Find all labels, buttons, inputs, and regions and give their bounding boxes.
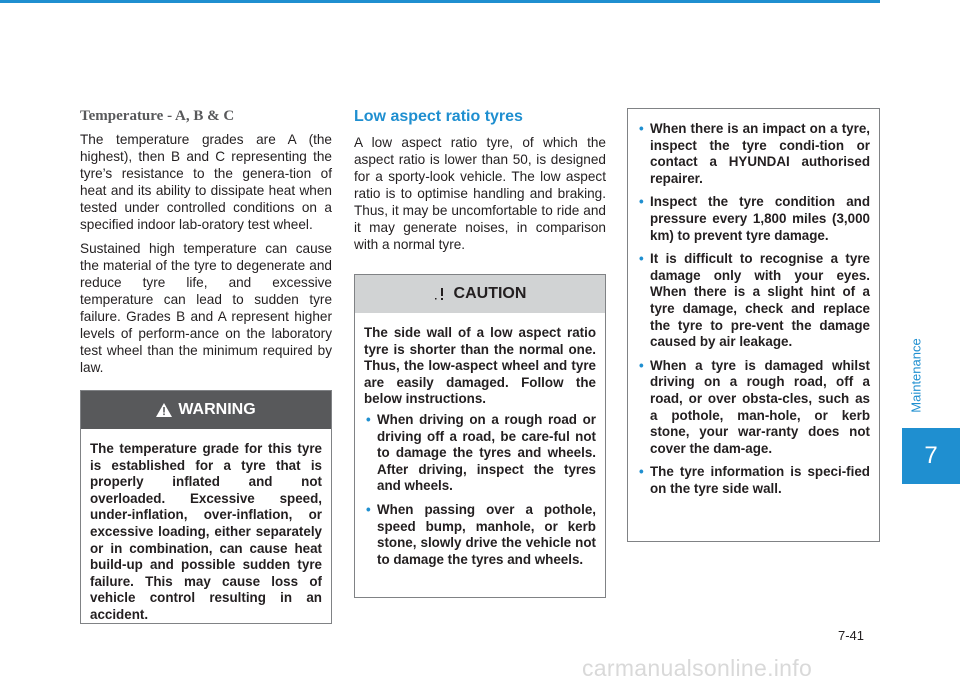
section-name: Maintenance <box>909 337 925 413</box>
left-column <box>80 108 332 383</box>
bullet-icon: • <box>639 121 644 136</box>
paragraph: Sustained high temperature can cause the material of the tyre to degenerate and reduce tyre life, and excessive temperature can lead to sudden tyre failure. Grades B and A represent higher levels of perform-ance on the laboratory test wheel than the minimum required by law. <box>80 241 332 375</box>
header-rule <box>0 0 880 3</box>
warning-text: The temperature grade for this tyre is established for a tyre that is properly inflated and not overloaded. Excessive speed, under-inflation, over-inflation, or excessive loading, either separately or in combination, can cause heat build-up and possible sudden tyre failure. This may cause loss of vehicle control resulting in an accident. <box>90 441 322 622</box>
list-item: • Inspect the tyre condition and pressure every 1,800 miles (3,000 km) to prevent tyre damage. <box>639 194 870 243</box>
bullet-icon: • <box>366 501 371 517</box>
warning-triangle-icon <box>156 403 172 417</box>
warning-label: WARNING <box>178 401 256 418</box>
paragraph: The temperature grades are A (the highest), then B and C representing the tyre’s resistance to the genera-tion of heat and its ability to dissipate heat when tested under controlled conditions on a specified indoor lab-oratory test wheel. <box>80 132 332 232</box>
bullet-icon: • <box>639 251 644 267</box>
caution-box <box>354 274 606 598</box>
info-box <box>627 108 880 542</box>
bullet-icon: • <box>639 194 644 210</box>
bullet-icon: • <box>639 357 644 373</box>
list-item: • When there is an impact on a tyre, inspect the tyre condi-tion or contact a HYUNDAI authorised repairer. <box>639 121 870 186</box>
list-item: • When driving on a rough road or driving off a road, be care-ful not to damage the tyres and wheels. After driving, inspect the tyres and wheels. <box>366 411 596 494</box>
warning-box <box>80 390 332 624</box>
exclamation-icon <box>434 286 448 302</box>
chapter-tab <box>902 428 960 484</box>
chapter-number: 7 <box>924 442 938 469</box>
section-heading-low-aspect: Low aspect ratio tyres <box>354 108 523 125</box>
caution-label: CAUTION <box>453 285 527 302</box>
middle-column <box>354 108 606 260</box>
section-heading-temperature: Temperature - A, B & C <box>80 108 235 124</box>
info-list <box>637 121 870 497</box>
bullet-icon: • <box>366 411 371 427</box>
list-item: • It is difficult to recognise a tyre damage only with your eyes. When there is a slight hint of a tyre damage, check and replace the tyre to pre-vent the damage caused by air leakage. <box>639 251 870 350</box>
caution-list <box>364 412 596 568</box>
caution-header <box>355 275 605 313</box>
list-item: • When passing over a pothole, speed bump, manhole, or kerb stone, slowly drive the vehicle not to damage the tyres and wheels. <box>366 501 596 567</box>
list-item: • When a tyre is damaged whilst driving on a rough road, off a road, or over obsta-cles, such as a pothole, man-hole, or kerb stone, your war-ranty does not cover the dam-age. <box>639 357 870 456</box>
page-number: 7-41 <box>838 628 865 643</box>
watermark: carmanualsonline.info <box>582 655 813 681</box>
warning-header <box>81 391 331 429</box>
section-side-label <box>902 325 931 425</box>
paragraph: A low aspect ratio tyre, of which the aspect ratio is lower than 50, is designed for a sporty-look vehicle. The low aspect ratio is to optimise handling and braking. Thus, it may be uncomfortable to ride and it may generate noises, in comparison with a normal tyre. <box>354 135 606 252</box>
bullet-icon: • <box>639 464 644 480</box>
list-item: • The tyre information is speci-fied on the tyre side wall. <box>639 464 870 496</box>
caution-intro: The side wall of a low aspect ratio tyre is shorter than the normal one. Thus, the low-aspect wheel and tyre are easily damaged. Follow the below instructions. <box>364 325 596 407</box>
